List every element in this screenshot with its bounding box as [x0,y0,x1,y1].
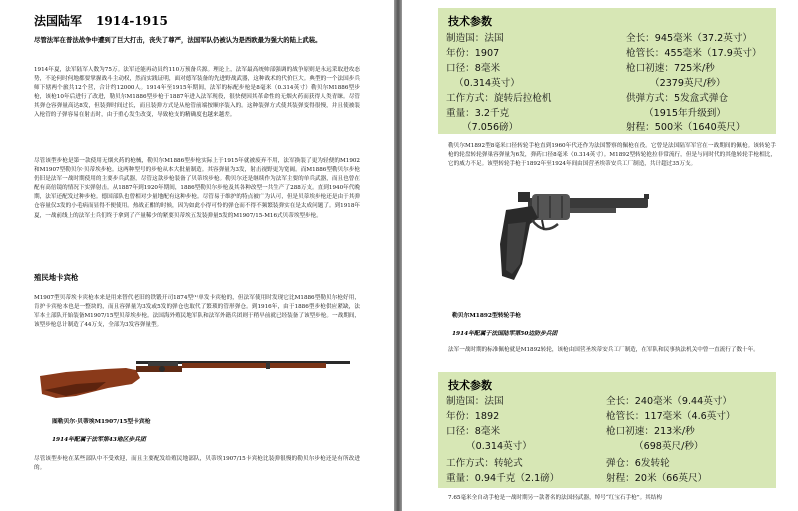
spec-caliber: 口径：8毫米 [446,63,501,74]
figure-caption-carbine: 图勒贝尔·贝蒂埃M1907/15型卡宾枪 [52,419,151,425]
body-paragraph-2: 尽管该型步枪是第一款使用无烟火药的枪械，勒贝尔M1886型步枪实际上于1915年就被废弃不用，法军换装了更为轻便的M1902和M1907型勒贝尔·贝蒂埃步枪。这两种型号的步枪从本大批量制造。其容弹量为3发，射击视野更为宽阔。而M1886型勒贝尔步枪仍旧是法军一战时期使用的主要步兵武器，尽管这款步枪装备了贝蒂埃步枪。勒贝尔还是继续作为法军主要的单兵武器，而且也曾在配有高倍镜的情况下实弹射击。从1887年到1920年期间，1886型勒贝尔步枪及其各种改型一共生产了288万支。直到1940年代晚期，法军还配发过种步枪。德国部队也曾相对少量地配有这种步枪。尽管易于维护的特点被广为认可，但是贝蒂埃步枪还是由于其弹仓容量仅3发的小毛病而显得不便使用。热战正酣的时候，因为如此小得可怜的弹仓而不得不频繁装弹实在是太成问题了。到1918年夏，一战前线上的法军士兵们终于拿到了产量稀少的紧要贝蒂埃五发装弹量5发的M1907/15-M16式贝蒂埃型步枪。 [34,158,360,219]
spec-caliber-imperial: （0.314英寸） [454,78,520,89]
spec-box-heading: 技术参数 [448,15,492,28]
revolver-illustration [498,184,658,294]
figure-caption-revolver: 勒贝尔M1892型转轮手枪 [452,313,521,319]
spec-weight: 重量：3.2千克 [446,108,510,119]
right-page [402,0,798,511]
ruby-pistol-paragraph: 7.65毫米全自动手枪是一战时期另一款著名的法国轻武器，绰号“红宝石手枪”。其结构 [448,495,662,501]
page-title-years: 1914-1915 [96,14,168,28]
body-paragraph-1: 1914年夏，法军陆军人数为75万。法军还能再动员约110万预备兵源。理论上，法军最高统帅部强调的战争原则是永远采取进攻态势，不论何时何地都要掌握战斗主动权，然而实践证明，面对德军装备的先进野战武器，这种战术的代价巨大。典型的一个法国步兵师下辖两个旅共12个营，合计约12000人。1914年至1915年期间，法军的标配步枪是8毫米（0.314英寸）勒贝尔M1886型步枪，该枪10年后进行了改进，勒贝尔M1886型步枪于1887年进入法军现役，很快便因其革命性的无烟火药而获得人类青睐。尽管其弹仓容弹量高达8发，但装弹时间过长，而且装弹方式是从枪管前端按顺序装入的。这种装弹方式使其装弹变得很慢，并且使被装入枪管的子弹容易在射击时，由于重心发生改变，导致枪支的精确度也越来越差。 [34,67,360,119]
spec-feed: 供弹方式：5发盒式弹仓 [626,93,729,104]
section-heading-colonial-carbine: 殖民地卡宾枪 [34,273,79,282]
spec-range: 射程：500米（1640英尺） [626,122,746,133]
spec-caliber-imperial: （0.314英寸） [466,441,532,452]
spec-barrel-length: 枪管长：117毫米（4.6英寸） [606,411,736,422]
spec-country: 制造国：法国 [446,33,504,44]
carbine-illustration [36,350,356,400]
spec-barrel-length: 枪管长：455毫米（17.9英寸） [626,48,762,59]
spec-range: 射程：20米（66英尺） [606,473,708,484]
figure-subcaption-revolver: 1914年配属于法国陆军第50边防步兵团 [452,331,558,337]
lead-paragraph: 尽管法军在普法战争中遭到了巨大打击，丧失了尊严，法国军队仍被认为是西欧最为强大的陆上武装。 [34,36,322,44]
spec-length: 全长：945毫米（37.2英寸） [626,33,753,44]
spec-box-revolver [438,372,776,488]
spec-weight-imperial: （7.056磅） [462,122,519,133]
spec-action: 工作方式：旋转后拉枪机 [446,93,552,104]
page-title [34,12,168,29]
spec-muzzle-velocity: 枪口初速：725米/秒 [626,63,715,74]
page-title-text: 法国陆军 [34,14,83,28]
spec-caliber: 口径：8毫米 [446,426,501,437]
spec-box-heading: 技术参数 [448,379,492,392]
revolver-service-paragraph: 法军一战时期的标准佩枪就是M1892转轮，该枪由国营圣埃蒂安兵工厂制造，在军队和民事执法机关中曾一直流行了数十年。 [448,347,759,353]
spec-country: 制造国：法国 [446,396,504,407]
spec-muzzle-velocity-imperial: （2379英尺/秒） [650,78,726,89]
spec-weight: 重量：0.94千克（2.1磅） [446,473,560,484]
spec-year: 年份：1892 [446,411,500,422]
spec-feed-note: （1915年升级到） [644,108,726,119]
spec-magazine: 弹仓：6发转轮 [606,458,670,469]
spec-year: 年份：1907 [446,48,500,59]
spec-muzzle-velocity-imperial: （698英尺/秒） [634,441,704,452]
revolver-paragraph: 勒贝尔M1892型8毫米口径转轮手枪直到1960年代还作为法国警察的佩枪在役。它曾是法国陆军军官在一战期间的佩枪。该转轮手枪的轮盘转轮弹巢容弹量为6发，弹药口径8毫米（0.314英寸）。M1892型转轮抢拉非常流行，但是与同时代的其他转轮手枪相比，它的威力不足。该型转轮手枪于1892年至1924年间由国营圣埃蒂安兵工厂制造，共计超过35万支。 [448,143,776,168]
book-gutter [394,0,402,511]
spec-box-carbine [438,8,776,134]
body-paragraph-3: M1907型贝蒂埃卡宾枪本来是用来替代老旧的铁锻开司1874型⁽¹⁾单发卡宾枪的，但法军使用时发现它比M1886型勒贝尔枪好用，肯护卡宾枪本也是一整块的，而且容弹量为3发或5发的弹仓也取代了繁琐的管形弹仓。到1916年，由于1886型步枪供应紧缺，法军本土部队开始装备M1907/15型贝蒂埃步枪。法国海外殖民地军队和法军外籍兵团则于稍早前就已经装备了该型步枪。一战期间，该型步枪总计制造了44万支，全部为3发容弹量型。 [34,295,360,329]
spec-muzzle-velocity: 枪口初速：213米/秒 [606,426,695,437]
left-page [0,0,394,511]
body-paragraph-4: 尽管该型步枪在某些部队中不受欢迎，而且主要配发给殖民地部队，贝蒂埃1907/15卡宾枪比装弹很慢的勒贝尔步枪还是有所改进的。 [34,456,360,472]
spec-length: 全长：240毫米（9.44英寸） [606,396,733,407]
spec-action: 工作方式：转轮式 [446,458,523,469]
figure-subcaption-carbine: 1914年配属于法军第43地区步兵团 [52,437,146,443]
